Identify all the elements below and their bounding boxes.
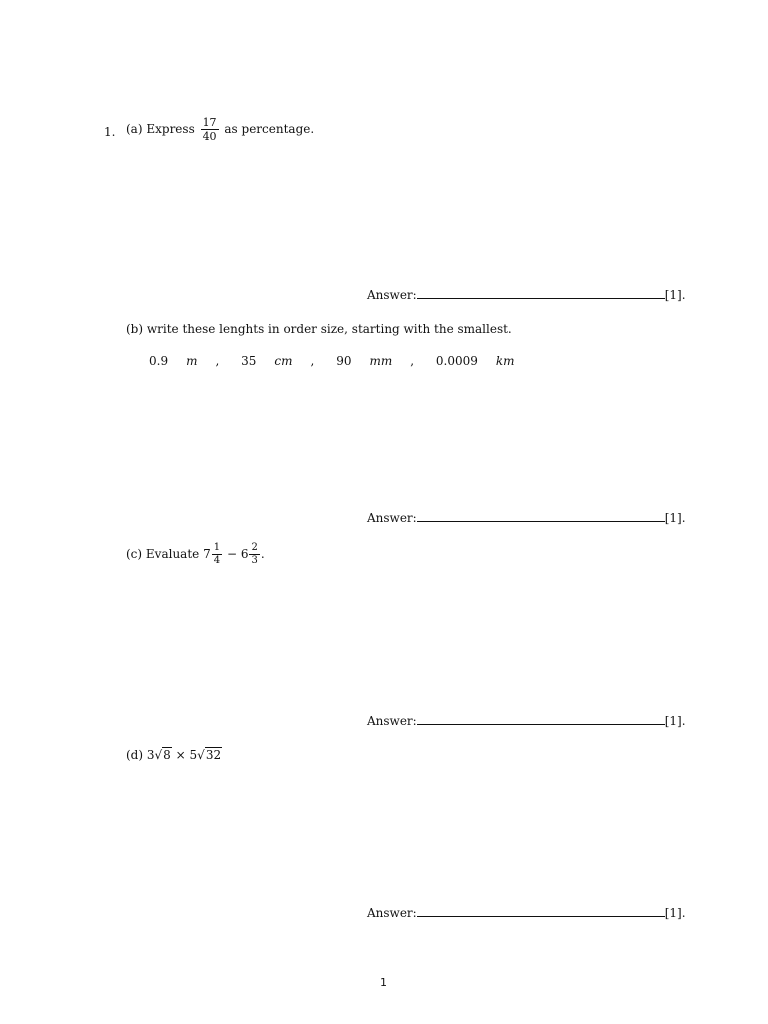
- part-c-prompt: [126, 543, 265, 566]
- length-item: 90 mm ,: [336, 354, 415, 368]
- part-b-text: write these lenghts in order size, starting with the smallest.: [146, 322, 512, 336]
- length-item: 0.9 m ,: [149, 354, 220, 368]
- answer-blank[interactable]: [417, 286, 665, 299]
- part-c-label: (c): [126, 547, 143, 561]
- fraction-denominator: 40: [202, 130, 217, 143]
- mixed-number-1: 7 $\frac{1}{4}$: [203, 542, 221, 566]
- part-a-suffix: as percentage.: [224, 122, 315, 136]
- part-b-label: (b): [126, 322, 144, 336]
- answer-blank[interactable]: [417, 904, 665, 917]
- part-a-label: (a): [126, 122, 143, 136]
- marks: [1].: [664, 288, 686, 302]
- page-number: 1: [380, 976, 387, 989]
- period: .: [260, 547, 265, 561]
- answer-label: Answer:: [367, 906, 417, 920]
- part-d-answer-line: [367, 904, 686, 920]
- lengths-list: [149, 354, 551, 368]
- answer-label: Answer:: [367, 714, 417, 728]
- marks: [1].: [664, 906, 686, 920]
- sqrt-icon: √32: [197, 748, 222, 762]
- fraction-17-40: [201, 117, 219, 142]
- sqrt-icon: √8: [154, 748, 171, 762]
- part-d-label: (d): [126, 748, 144, 762]
- length-item: 35 cm ,: [241, 354, 315, 368]
- part-d-prompt: [126, 748, 222, 762]
- marks: [1].: [664, 511, 686, 525]
- part-c-prefix: Evaluate: [145, 547, 200, 561]
- marks: [1].: [664, 714, 686, 728]
- answer-blank[interactable]: [417, 712, 665, 725]
- answer-label: Answer:: [367, 288, 417, 302]
- question-number: 1.: [104, 125, 116, 139]
- part-b-prompt: [126, 322, 512, 336]
- mixed-number-2: 6 $\frac{2}{3}$: [240, 542, 258, 566]
- fraction-numerator: 17: [202, 116, 217, 129]
- answer-label: Answer:: [367, 511, 417, 525]
- answer-blank[interactable]: [417, 509, 665, 522]
- part-a-prompt: [126, 117, 314, 142]
- part-a-prefix: Express: [146, 122, 195, 136]
- part-a-answer-line: [367, 286, 686, 302]
- expression: 3√8 × 5√32: [146, 748, 222, 762]
- part-c-answer-line: [367, 712, 686, 728]
- part-b-answer-line: [367, 509, 686, 525]
- minus-operator: −: [226, 547, 237, 561]
- length-item: 0.0009 km: [435, 354, 515, 368]
